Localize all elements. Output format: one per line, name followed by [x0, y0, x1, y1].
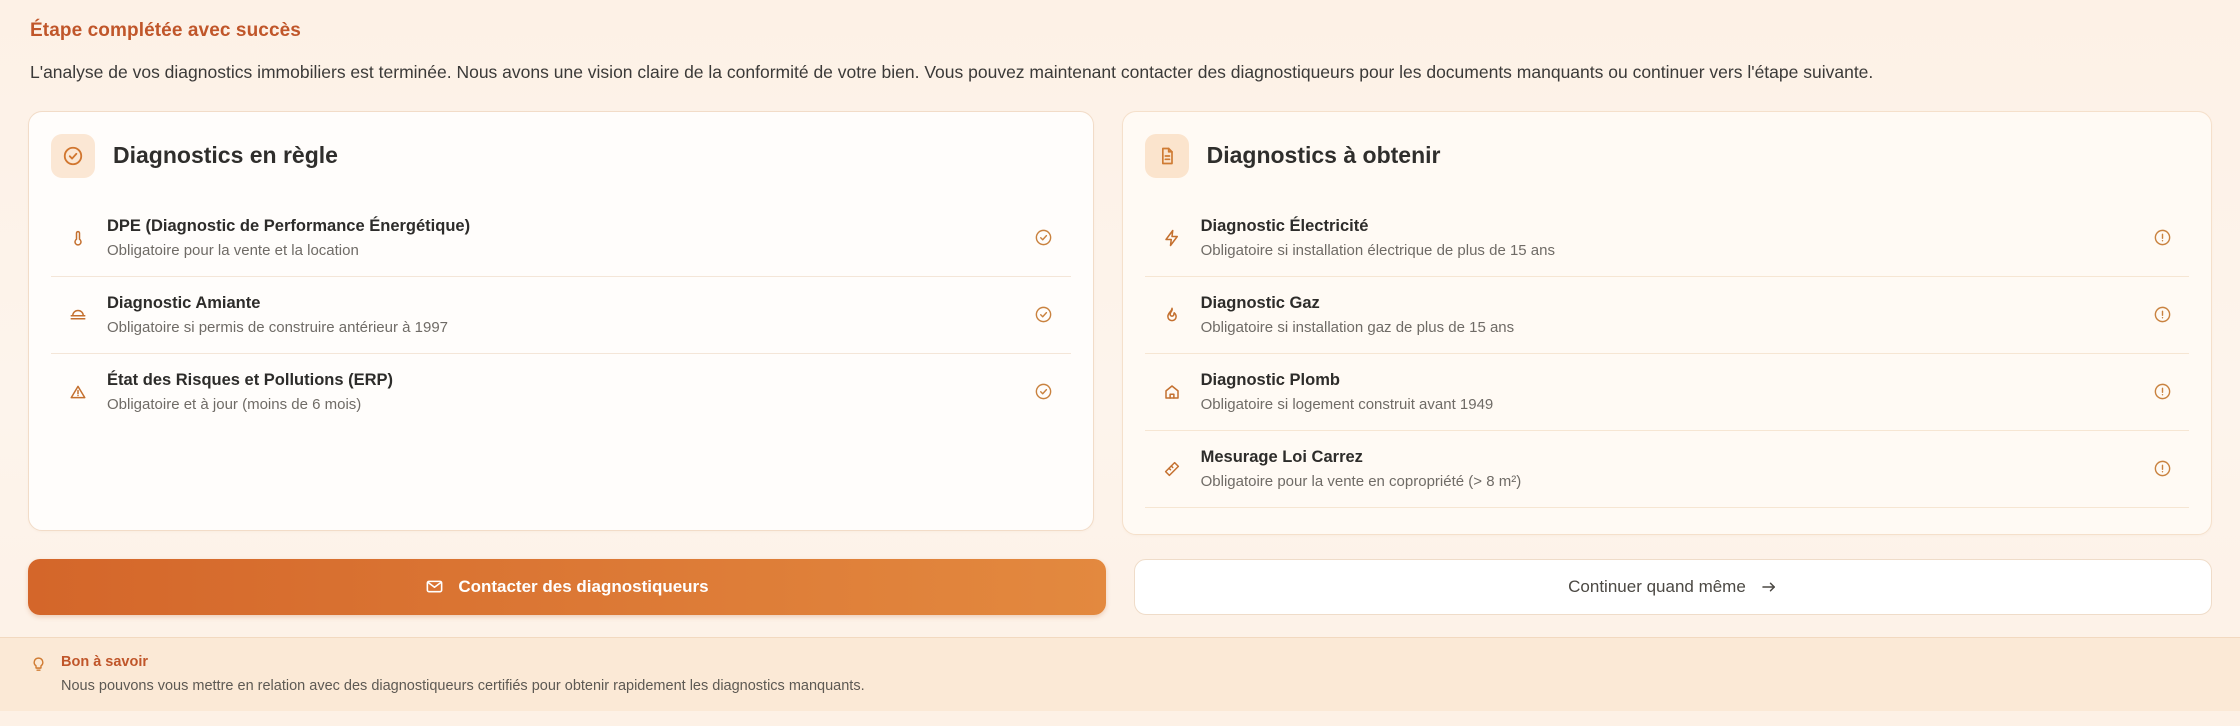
- list-item-title: Mesurage Loi Carrez: [1200, 447, 1363, 466]
- card-title-left: Diagnostics en règle: [113, 142, 338, 168]
- list-diagnostics-en-regle: [51, 200, 1071, 430]
- card-diagnostics-a-obtenir: [1122, 111, 2212, 535]
- page-subtitle: L'analyse de vos diagnostics immobiliers est terminée. Nous avons une vision claire de la conformité de votre bien. Vous pouvez maintenant contacter des diagnostiqueurs pour les documents manquants ou continuer vers l'étape suivante.: [30, 62, 1874, 82]
- list-item-title: Diagnostic Plomb: [1200, 370, 1340, 389]
- home-icon: [1159, 383, 1185, 401]
- page-title: Étape complétée avec succès: [30, 20, 301, 41]
- cards-container: [0, 111, 2240, 535]
- card-header-right: [1145, 134, 2189, 178]
- list-item[interactable]: [1145, 200, 2189, 277]
- note-text: Nous pouvons vous mettre en relation avec des diagnostiqueurs certifiés pour obtenir rapidement les diagnostics manquants.: [61, 677, 865, 694]
- list-item[interactable]: [51, 354, 1071, 430]
- check-circle-icon: [1031, 382, 1057, 401]
- list-item-title: DPE (Diagnostic de Performance Énergétique): [107, 216, 471, 235]
- continue-anyway-button[interactable]: [1134, 559, 2212, 615]
- list-item-subtitle: Obligatoire et à jour (moins de 6 mois): [107, 395, 362, 413]
- list-item-title: Diagnostic Électricité: [1200, 216, 1369, 235]
- envelope-icon: [425, 577, 444, 596]
- note-title: Bon à savoir: [61, 653, 149, 670]
- list-item-subtitle: Obligatoire si installation gaz de plus de 15 ans: [1200, 318, 1515, 336]
- check-circle-icon: [1031, 228, 1057, 247]
- list-item-subtitle: Obligatoire si logement construit avant 1949: [1200, 395, 1494, 413]
- continue-button-label: Continuer quand même: [1568, 576, 1746, 596]
- list-item-subtitle: Obligatoire pour la vente en copropriété (> 8 m²): [1200, 472, 1522, 490]
- card-header-left: [51, 134, 1071, 178]
- alert-circle-icon: [2149, 459, 2175, 478]
- list-item-title: État des Risques et Pollutions (ERP): [107, 370, 394, 389]
- flame-icon: [1159, 306, 1185, 324]
- thermometer-icon: [65, 229, 91, 247]
- lightbulb-icon: [30, 656, 47, 673]
- action-bar: [0, 559, 2240, 615]
- card-title-right: Diagnostics à obtenir: [1206, 142, 1441, 168]
- check-circle-icon: [51, 134, 95, 178]
- list-item-subtitle: Obligatoire pour la vente et la location: [107, 241, 359, 259]
- list-item[interactable]: [51, 200, 1071, 277]
- list-item-title: Diagnostic Amiante: [107, 293, 261, 312]
- alert-circle-icon: [2149, 305, 2175, 324]
- ruler-icon: [1159, 460, 1185, 478]
- info-note: [0, 637, 2240, 711]
- document-icon: [1145, 134, 1189, 178]
- card-diagnostics-en-regle: [28, 111, 1094, 531]
- alert-circle-icon: [2149, 382, 2175, 401]
- list-item-subtitle: Obligatoire si installation électrique de plus de 15 ans: [1200, 241, 1555, 259]
- bolt-icon: [1159, 229, 1185, 247]
- check-circle-icon: [1031, 305, 1057, 324]
- list-item[interactable]: [1145, 277, 2189, 354]
- alert-circle-icon: [2149, 228, 2175, 247]
- contact-button-label: Contacter des diagnostiqueurs: [458, 576, 709, 596]
- asbestos-icon: [65, 306, 91, 324]
- contact-diagnostiqueurs-button[interactable]: [28, 559, 1106, 615]
- arrow-right-icon: [1760, 578, 1778, 596]
- header: [0, 0, 2240, 85]
- list-item[interactable]: [1145, 354, 2189, 431]
- warning-triangle-icon: [65, 383, 91, 401]
- list-diagnostics-a-obtenir: [1145, 200, 2189, 508]
- list-item[interactable]: [1145, 431, 2189, 508]
- list-item-subtitle: Obligatoire si permis de construire antérieur à 1997: [107, 318, 449, 336]
- list-item-title: Diagnostic Gaz: [1200, 293, 1320, 312]
- list-item[interactable]: [51, 277, 1071, 354]
